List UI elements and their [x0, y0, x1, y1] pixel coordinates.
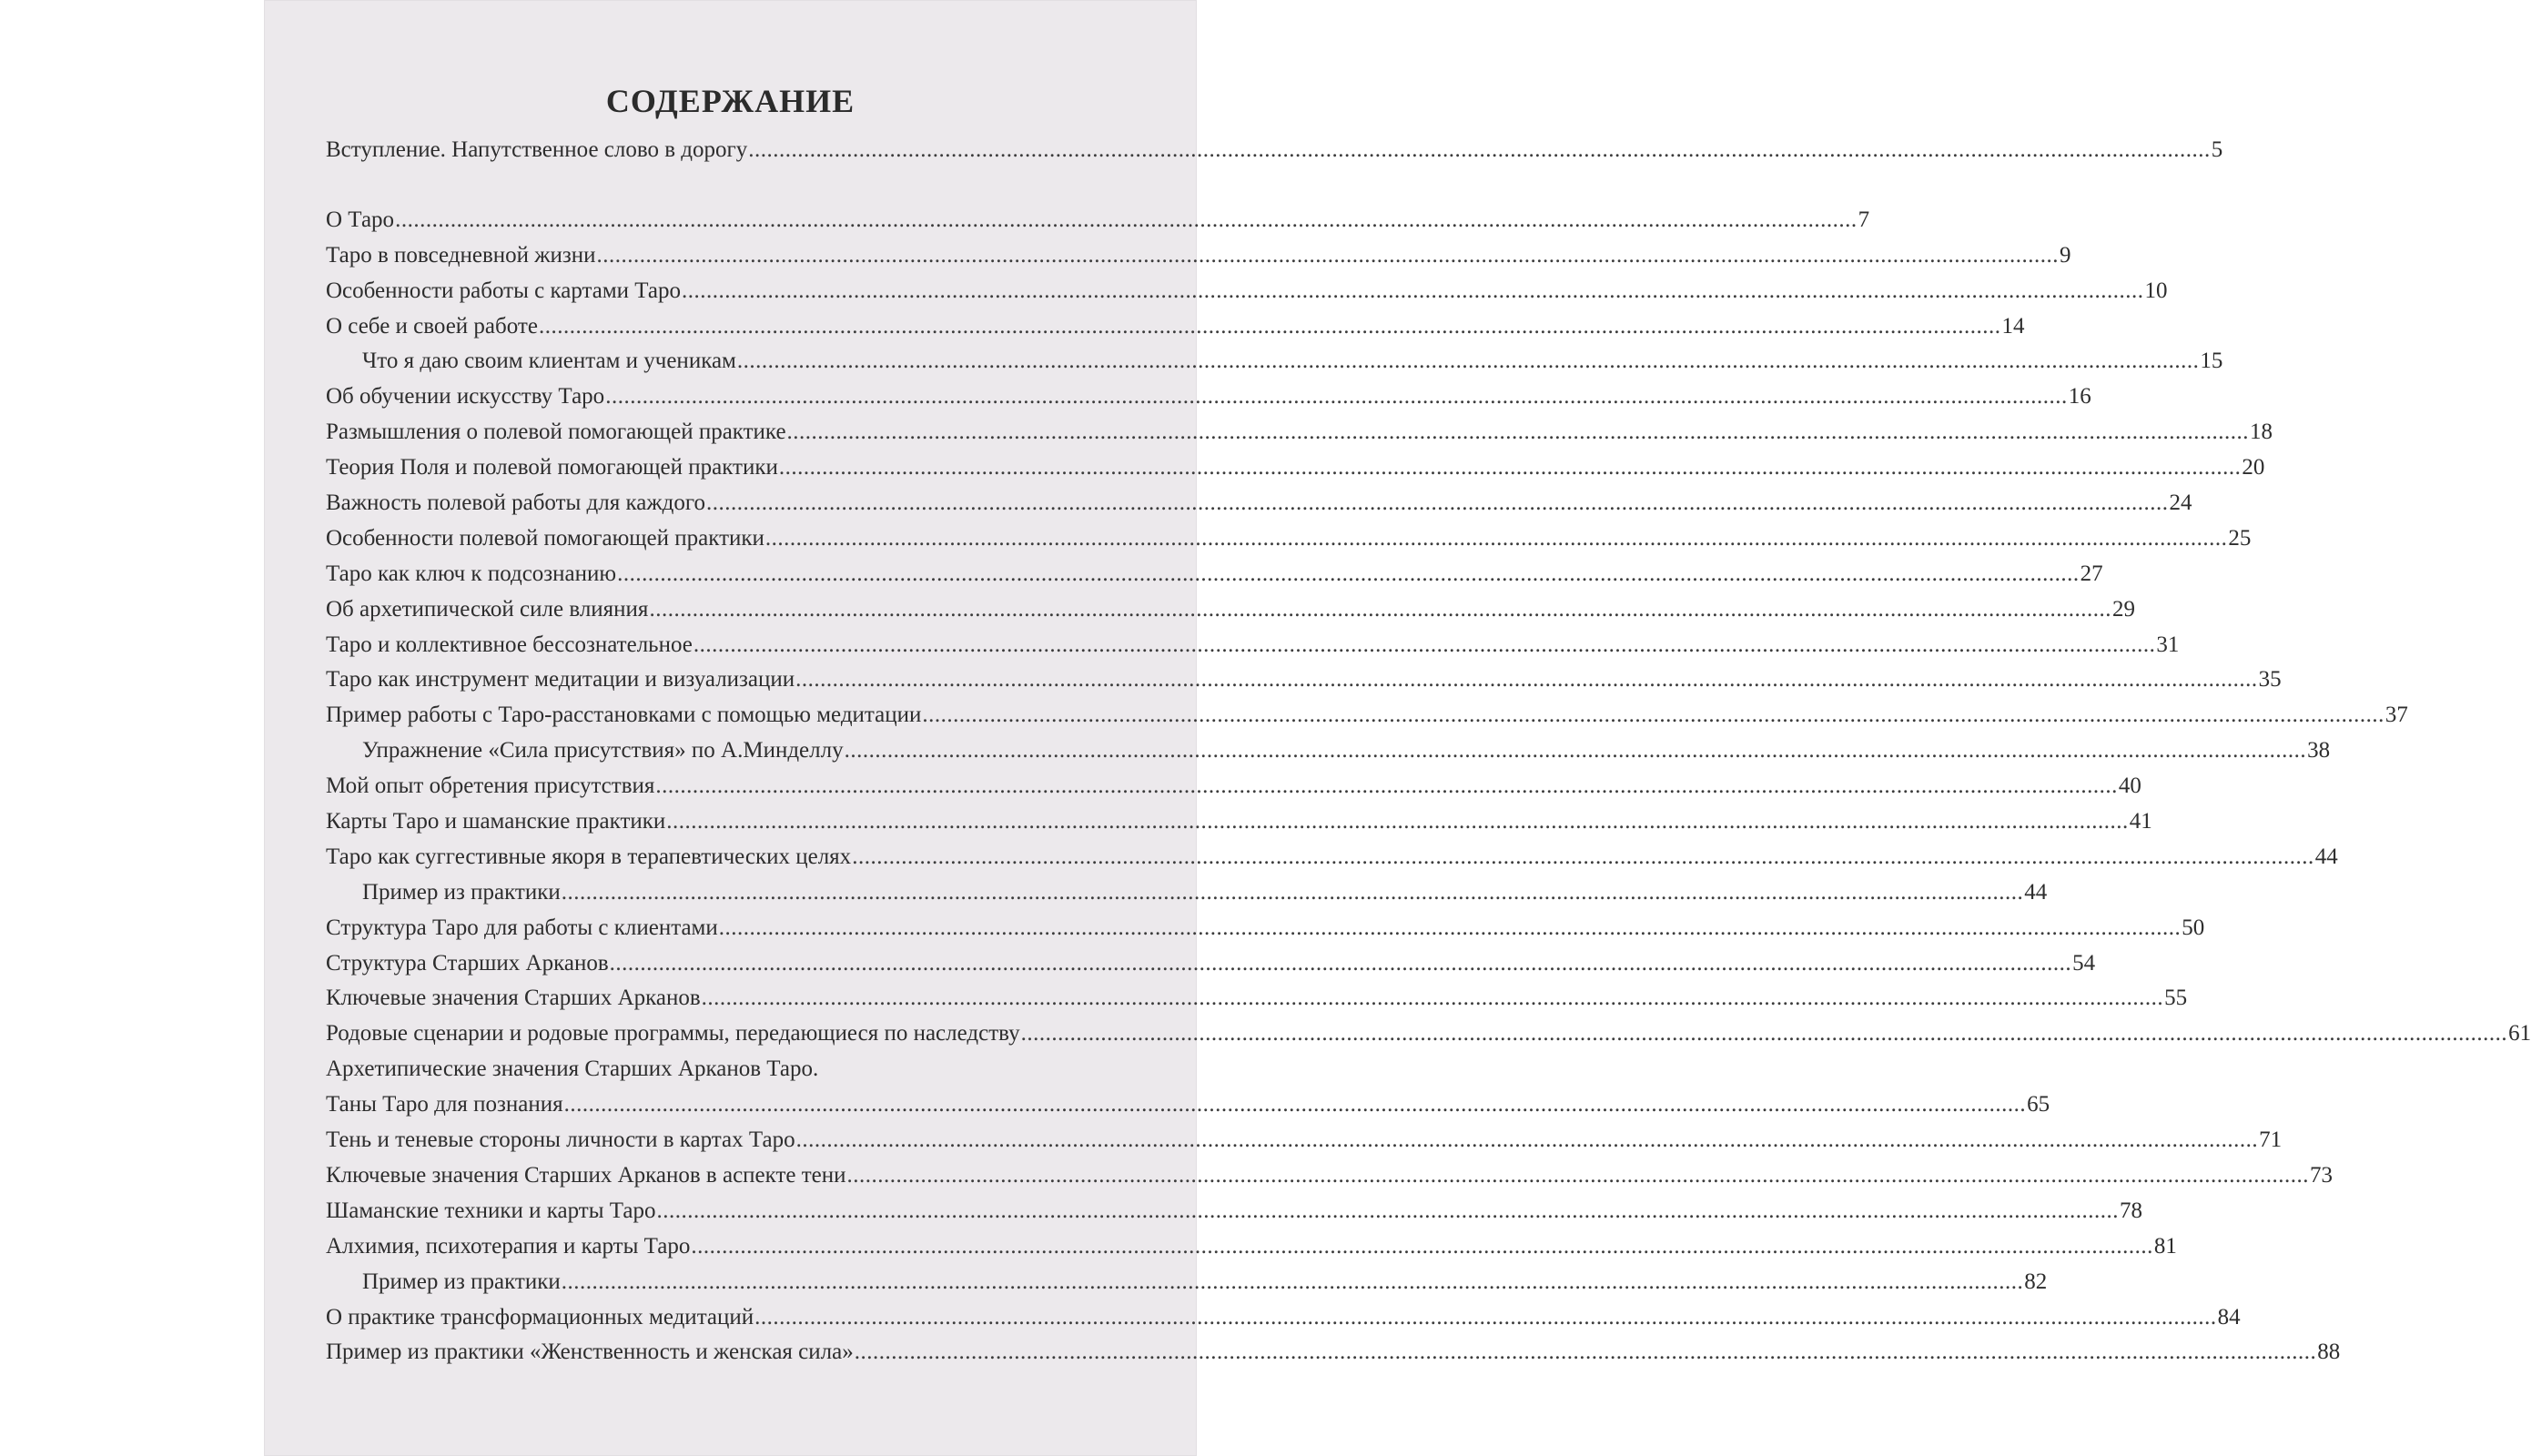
toc-entry[interactable]	[326, 1198, 2143, 1234]
toc-entry-page: 54	[2072, 950, 2096, 976]
toc-entry[interactable]	[326, 986, 2188, 1021]
toc-entry-page: 5	[2211, 137, 2223, 162]
toc-leader-dots	[655, 774, 2118, 799]
toc-entry[interactable]	[326, 525, 2252, 561]
toc-entry[interactable]	[326, 950, 2096, 986]
toc-entry-page: 9	[2060, 242, 2071, 268]
toc-leader-dots	[706, 490, 2169, 516]
toc-entry-label: Таро как инструмент медитации и визуализации	[326, 667, 795, 693]
toc-entry[interactable]	[326, 809, 2152, 844]
toc-entry[interactable]	[326, 667, 2282, 703]
toc-leader-dots	[796, 1127, 2259, 1153]
toc-leader-dots	[617, 561, 2080, 587]
toc-entry-label: Таро как ключ к подсознанию	[326, 561, 617, 586]
toc-leader-dots	[719, 915, 2182, 941]
toc-entry-page: 41	[2129, 809, 2152, 834]
toc-entry-label: Таро и коллективное бессознательное	[326, 632, 693, 657]
toc-entry[interactable]	[326, 844, 2338, 880]
toc-leader-dots	[693, 632, 2156, 658]
toc-entry-label: Архетипические значения Старших Арканов Таро.	[326, 1057, 819, 1082]
toc-leader-dots	[597, 243, 2060, 268]
toc-entry-page: 78	[2120, 1198, 2143, 1223]
toc-leader-dots	[682, 278, 2144, 304]
toc-entry-label: Ключевые значения Старших Арканов в аспекте тени	[326, 1162, 846, 1188]
toc-entry[interactable]	[326, 1057, 1163, 1092]
toc-entry[interactable]	[326, 313, 2025, 349]
toc-entry-page: 55	[2164, 986, 2188, 1011]
toc-entry-label: Таро как суггестивные якоря в терапевтических целях	[326, 844, 852, 869]
toc-entry-page: 44	[2024, 879, 2048, 905]
toc-entry-label: Пример из практики	[362, 879, 561, 905]
toc-entry-page: 35	[2258, 667, 2282, 693]
toc-entry-label: Размышления о полевой помогающей практике	[326, 420, 786, 445]
toc-entry[interactable]	[326, 455, 2265, 490]
toc-entry[interactable]	[326, 915, 2205, 951]
toc-entry-label: Шаманские техники и карты Таро	[326, 1198, 656, 1223]
toc-leader-dots	[395, 207, 1858, 233]
toc-entry[interactable]	[326, 384, 2091, 420]
toc-entry[interactable]	[326, 1127, 2283, 1163]
toc-subentry[interactable]	[326, 1269, 2048, 1305]
toc-leader-dots	[845, 738, 2307, 763]
toc-entry-page: 15	[2200, 349, 2223, 374]
toc-entry-page: 50	[2182, 915, 2205, 940]
toc-entry[interactable]	[326, 420, 2273, 455]
toc-leader-dots	[666, 809, 2129, 834]
toc-entry-page: 37	[2384, 703, 2408, 728]
toc-entry[interactable]	[326, 278, 2168, 314]
toc-leader-dots	[737, 349, 2200, 374]
toc-leader-dots	[562, 1269, 2024, 1295]
toc-entry-page: 82	[2024, 1269, 2048, 1294]
toc-entry-label: Ключевые значения Старших Арканов	[326, 986, 701, 1011]
toc-leader-dots	[605, 384, 2068, 410]
toc-entry-label: Тень и теневые стороны личности в картах Таро	[326, 1127, 795, 1153]
toc-entry-label: Теория Поля и полевой помогающей практики	[326, 455, 778, 480]
toc-leader-dots	[691, 1234, 2153, 1259]
toc-leader-dots	[649, 597, 2111, 622]
toc-entry-page: 84	[2217, 1304, 2241, 1330]
toc-leader-dots	[779, 455, 2242, 480]
toc-subentry[interactable]	[326, 738, 2331, 774]
toc-leader-dots	[855, 1340, 2317, 1365]
toc-entry-page: 81	[2153, 1233, 2177, 1259]
toc-entry-label: Пример из практики «Женственность и женская сила»	[326, 1340, 854, 1365]
toc-entry-page: 24	[2169, 490, 2192, 516]
toc-leader-dots	[539, 314, 2001, 339]
page-title: СОДЕРЖАНИЕ	[605, 83, 855, 120]
toc-entry-label: Об обучении искусству Таро	[326, 384, 605, 410]
table-of-contents	[326, 137, 2531, 1375]
toc-entry[interactable]	[326, 561, 2103, 597]
toc-entry-page: 20	[2242, 455, 2265, 480]
toc-entry[interactable]	[326, 242, 2071, 278]
toc-leader-dots	[754, 1305, 2217, 1330]
toc-entry[interactable]	[326, 490, 2192, 526]
toc-leader-dots	[610, 951, 2072, 976]
toc-leader-dots	[657, 1198, 2120, 1224]
toc-entry-page: 10	[2144, 278, 2168, 303]
toc-entry[interactable]	[326, 774, 2141, 809]
toc-entry-page: 27	[2080, 561, 2103, 586]
toc-entry-page: 73	[2310, 1162, 2334, 1188]
toc-entry-label: Важность полевой работы для каждого	[326, 490, 705, 516]
toc-entry-label: Таро в повседневной жизни	[326, 242, 596, 268]
toc-entry[interactable]	[326, 1340, 2341, 1375]
toc-entry-page: 29	[2111, 596, 2135, 622]
toc-entry-page: 38	[2307, 738, 2331, 763]
toc-entry-page: 65	[2027, 1092, 2050, 1117]
toc-entry[interactable]	[326, 1304, 2241, 1340]
toc-entry-label: Родовые сценарии и родовые программы, передающиеся по наследству	[326, 1021, 1020, 1046]
toc-entry-label: Об архетипической силе влияния	[326, 596, 649, 622]
toc-leader-dots	[564, 1092, 2027, 1117]
toc-entry-label: Особенности полевой помогающей практики	[326, 525, 764, 551]
toc-entry[interactable]	[326, 1021, 2531, 1057]
toc-entry-label: Пример из практики	[362, 1269, 561, 1294]
toc-leader-dots	[847, 1163, 2310, 1188]
toc-entry-page: 16	[2068, 384, 2091, 410]
toc-entry-page: 61	[2508, 1021, 2531, 1046]
toc-entry-page: 71	[2259, 1127, 2283, 1153]
toc-entry-label: О Таро	[326, 207, 395, 232]
toc-leader-dots	[787, 420, 2250, 445]
toc-entry-label: Мой опыт обретения присутствия	[326, 774, 655, 799]
toc-leader-dots	[765, 526, 2228, 551]
toc-entry-label: Упражнение «Сила присутствия» по А.Минделлу	[362, 738, 844, 763]
toc-subentry[interactable]	[326, 349, 2223, 384]
toc-leader-dots: ..... ....	[1021, 1021, 2508, 1046]
toc-entry-page: 40	[2118, 774, 2141, 799]
toc-entry-label: Карты Таро и шаманские практики	[326, 809, 666, 834]
toc-entry-label: Особенности работы с картами Таро	[326, 278, 682, 303]
toc-entry-label: О себе и своей работе	[326, 313, 538, 339]
toc-entry-label: Алхимия, психотерапия и карты Таро	[326, 1233, 691, 1259]
toc-entry-label: Структура Старших Арканов	[326, 950, 609, 976]
toc-entry-page: 7	[1858, 207, 1870, 232]
toc-entry[interactable]	[326, 1233, 2177, 1269]
toc-leader-dots	[852, 844, 2314, 870]
toc-entry[interactable]	[326, 1092, 2050, 1127]
toc-leader-dots	[562, 880, 2024, 905]
toc-entry[interactable]	[326, 1162, 2334, 1198]
toc-leader-dots	[795, 667, 2258, 693]
toc-entry-label: Структура Таро для работы с клиентами	[326, 915, 718, 940]
toc-entry-page: 31	[2156, 632, 2180, 657]
toc-entry-label: Пример работы с Таро-расстановками с помощью медитации	[326, 703, 922, 728]
toc-leader-dots	[922, 703, 2384, 728]
toc-leader-dots	[702, 986, 2164, 1011]
toc-entry-label: О практике трансформационных медитаций	[326, 1304, 754, 1330]
toc-entry-label: Таны Таро для познания	[326, 1092, 563, 1117]
toc-entry-label: Вступление. Напутственное слово в дорогу	[326, 137, 748, 162]
toc-leader-dots	[748, 137, 2211, 163]
toc-entry[interactable]	[326, 137, 2223, 173]
toc-entry[interactable]	[326, 596, 2135, 632]
toc-entry-page: 18	[2250, 420, 2273, 445]
toc-subentry[interactable]	[326, 879, 2048, 915]
toc-entry[interactable]	[326, 632, 2180, 668]
toc-entry-page: 44	[2314, 844, 2338, 869]
toc-entry[interactable]	[326, 207, 1870, 243]
toc-entry[interactable]	[326, 703, 2408, 738]
toc-entry-label: Что я даю своим клиентам и ученикам	[362, 349, 736, 374]
toc-entry-page: 88	[2317, 1340, 2341, 1365]
toc-entry-page: 14	[2001, 313, 2025, 339]
toc-entry-page: 25	[2228, 525, 2252, 551]
